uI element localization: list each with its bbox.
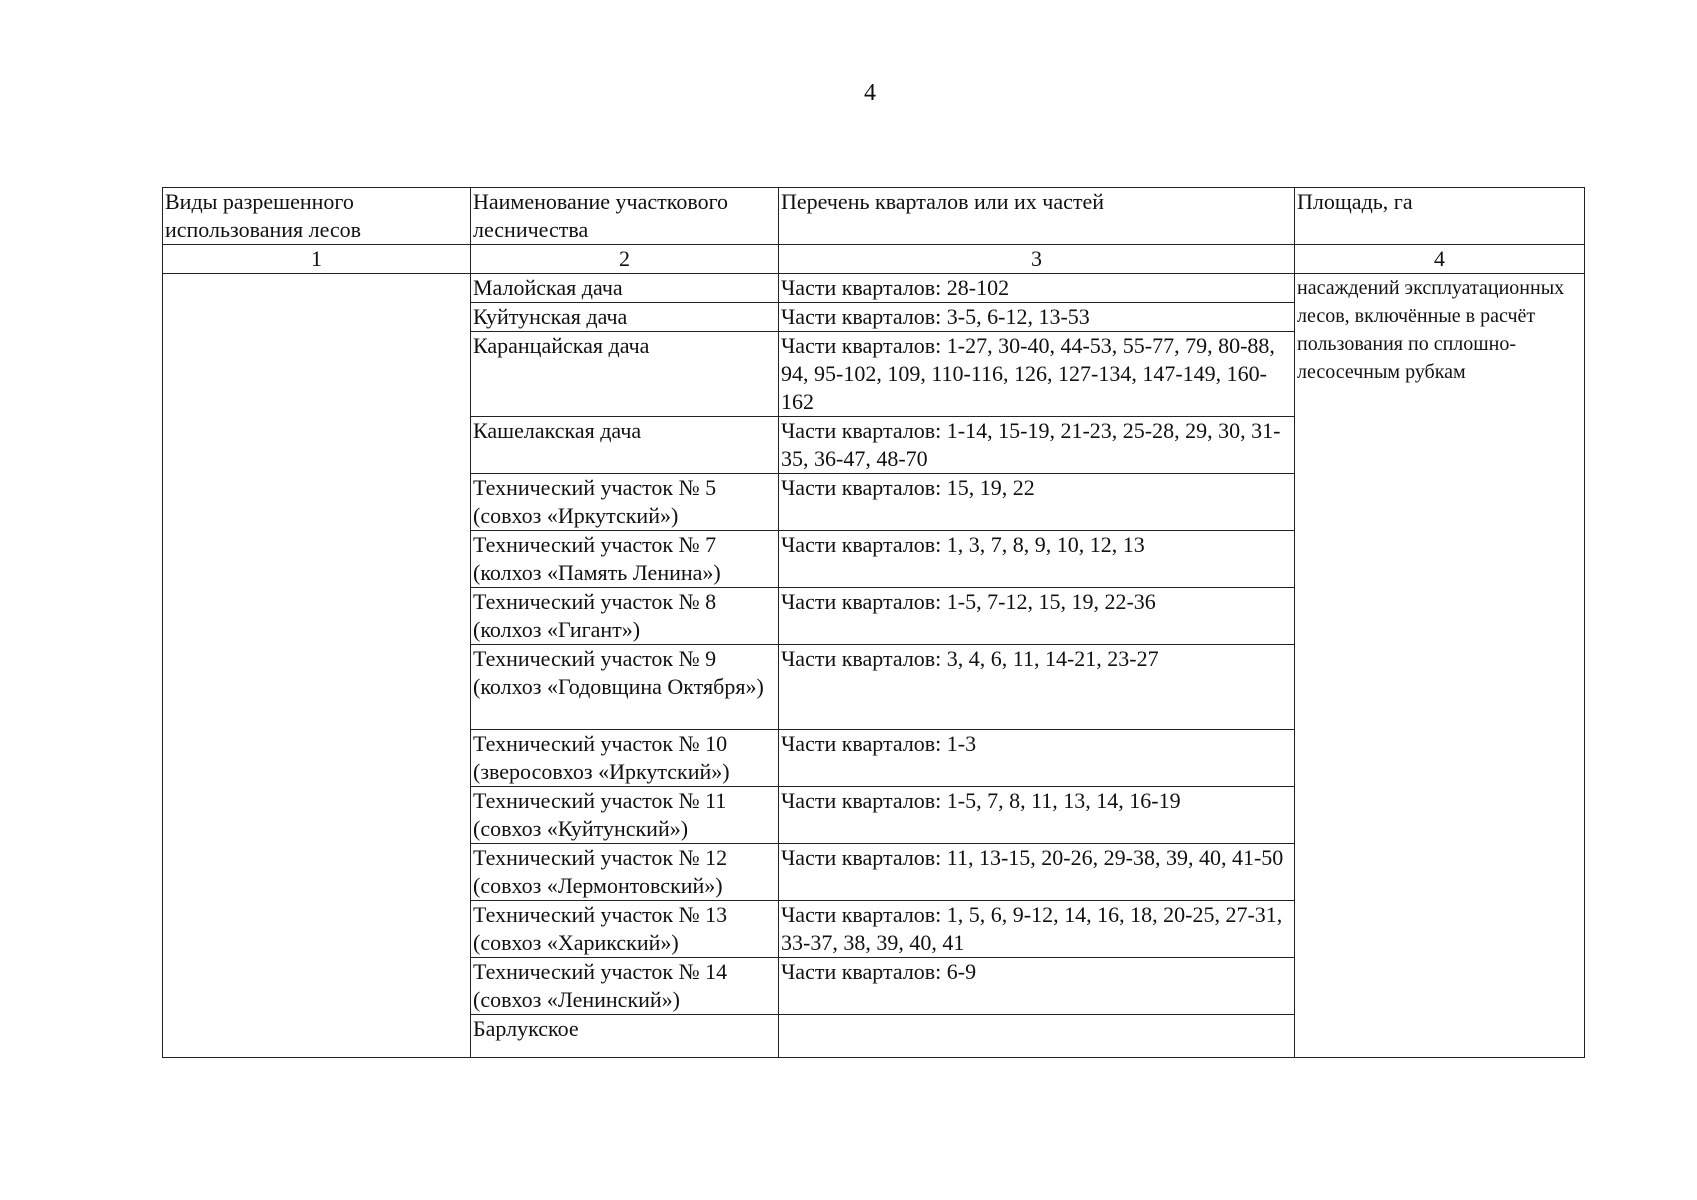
blocks-list-cell: Части кварталов: 1-5, 7, 8, 11, 13, 14, 16-19 [779, 787, 1295, 844]
blocks-list-cell: Части кварталов: 1-3 [779, 730, 1295, 787]
blocks-list-cell: Части кварталов: 1-5, 7-12, 15, 19, 22-36 [779, 588, 1295, 645]
forestry-name-cell: Куйтунская дача [471, 303, 779, 332]
forestry-name-cell: Барлукское [471, 1015, 779, 1058]
blocks-list-cell: Части кварталов: 1, 5, 6, 9-12, 14, 16, 18, 20-25, 27-31, 33-37, 38, 39, 40, 41 [779, 901, 1295, 958]
column-number-row [163, 245, 1585, 274]
blocks-list-cell: Части кварталов: 3-5, 6-12, 13-53 [779, 303, 1295, 332]
header-cell-area: Площадь, га [1295, 188, 1585, 245]
forestry-name-cell: Технический участок № 12 (совхоз «Лермонтовский») [471, 844, 779, 901]
usage-type-cell [163, 274, 471, 1058]
table-row [163, 274, 1585, 303]
header-cell-usage-type: Виды разрешенного использования лесов [163, 188, 471, 245]
blocks-list-cell: Части кварталов: 28-102 [779, 274, 1295, 303]
forestry-name-cell: Технический участок № 5 (совхоз «Иркутский») [471, 474, 779, 531]
column-number: 2 [471, 245, 779, 274]
page-number: 4 [864, 80, 876, 106]
header-cell-blocks-list: Перечень кварталов или их частей [779, 188, 1295, 245]
forestry-name-cell: Технический участок № 11 (совхоз «Куйтунский») [471, 787, 779, 844]
forestry-name-cell: Технический участок № 10 (зверосовхоз «Иркутский») [471, 730, 779, 787]
blocks-list-cell [779, 1015, 1295, 1058]
blocks-list-cell: Части кварталов: 11, 13-15, 20-26, 29-38, 39, 40, 41-50 [779, 844, 1295, 901]
blocks-list-cell: Части кварталов: 1, 3, 7, 8, 9, 10, 12, 13 [779, 531, 1295, 588]
forestry-name-cell: Каранцайская дача [471, 332, 779, 417]
table-body [163, 188, 1585, 1058]
blocks-list-cell: Части кварталов: 1-27, 30-40, 44-53, 55-77, 79, 80-88, 94, 95-102, 109, 110-116, 126, 127-134, 147-149, 160-162 [779, 332, 1295, 417]
forestry-name-cell: Кашелакская дача [471, 417, 779, 474]
blocks-list-cell: Части кварталов: 6-9 [779, 958, 1295, 1015]
column-number: 4 [1295, 245, 1585, 274]
header-cell-forestry-name: Наименование участкового лесничества [471, 188, 779, 245]
forestry-name-cell: Технический участок № 9 (колхоз «Годовщина Октября») [471, 645, 779, 730]
forest-use-table [162, 187, 1585, 1058]
blocks-list-cell: Части кварталов: 3, 4, 6, 11, 14-21, 23-27 [779, 645, 1295, 730]
forestry-name-cell: Технический участок № 8 (колхоз «Гигант») [471, 588, 779, 645]
column-number: 1 [163, 245, 471, 274]
forestry-name-cell: Малойская дача [471, 274, 779, 303]
header-row [163, 188, 1585, 245]
blocks-list-cell: Части кварталов: 1-14, 15-19, 21-23, 25-28, 29, 30, 31-35, 36-47, 48-70 [779, 417, 1295, 474]
forestry-name-cell: Технический участок № 13 (совхоз «Харикский») [471, 901, 779, 958]
column-number: 3 [779, 245, 1295, 274]
area-note-cell: насаждений эксплуатационных лесов, включённые в расчёт пользования по сплошно-лесосечным рубкам [1295, 274, 1585, 1058]
forestry-name-cell: Технический участок № 14 (совхоз «Ленинский») [471, 958, 779, 1015]
blocks-list-cell: Части кварталов: 15, 19, 22 [779, 474, 1295, 531]
forestry-name-cell: Технический участок № 7 (колхоз «Память Ленина») [471, 531, 779, 588]
